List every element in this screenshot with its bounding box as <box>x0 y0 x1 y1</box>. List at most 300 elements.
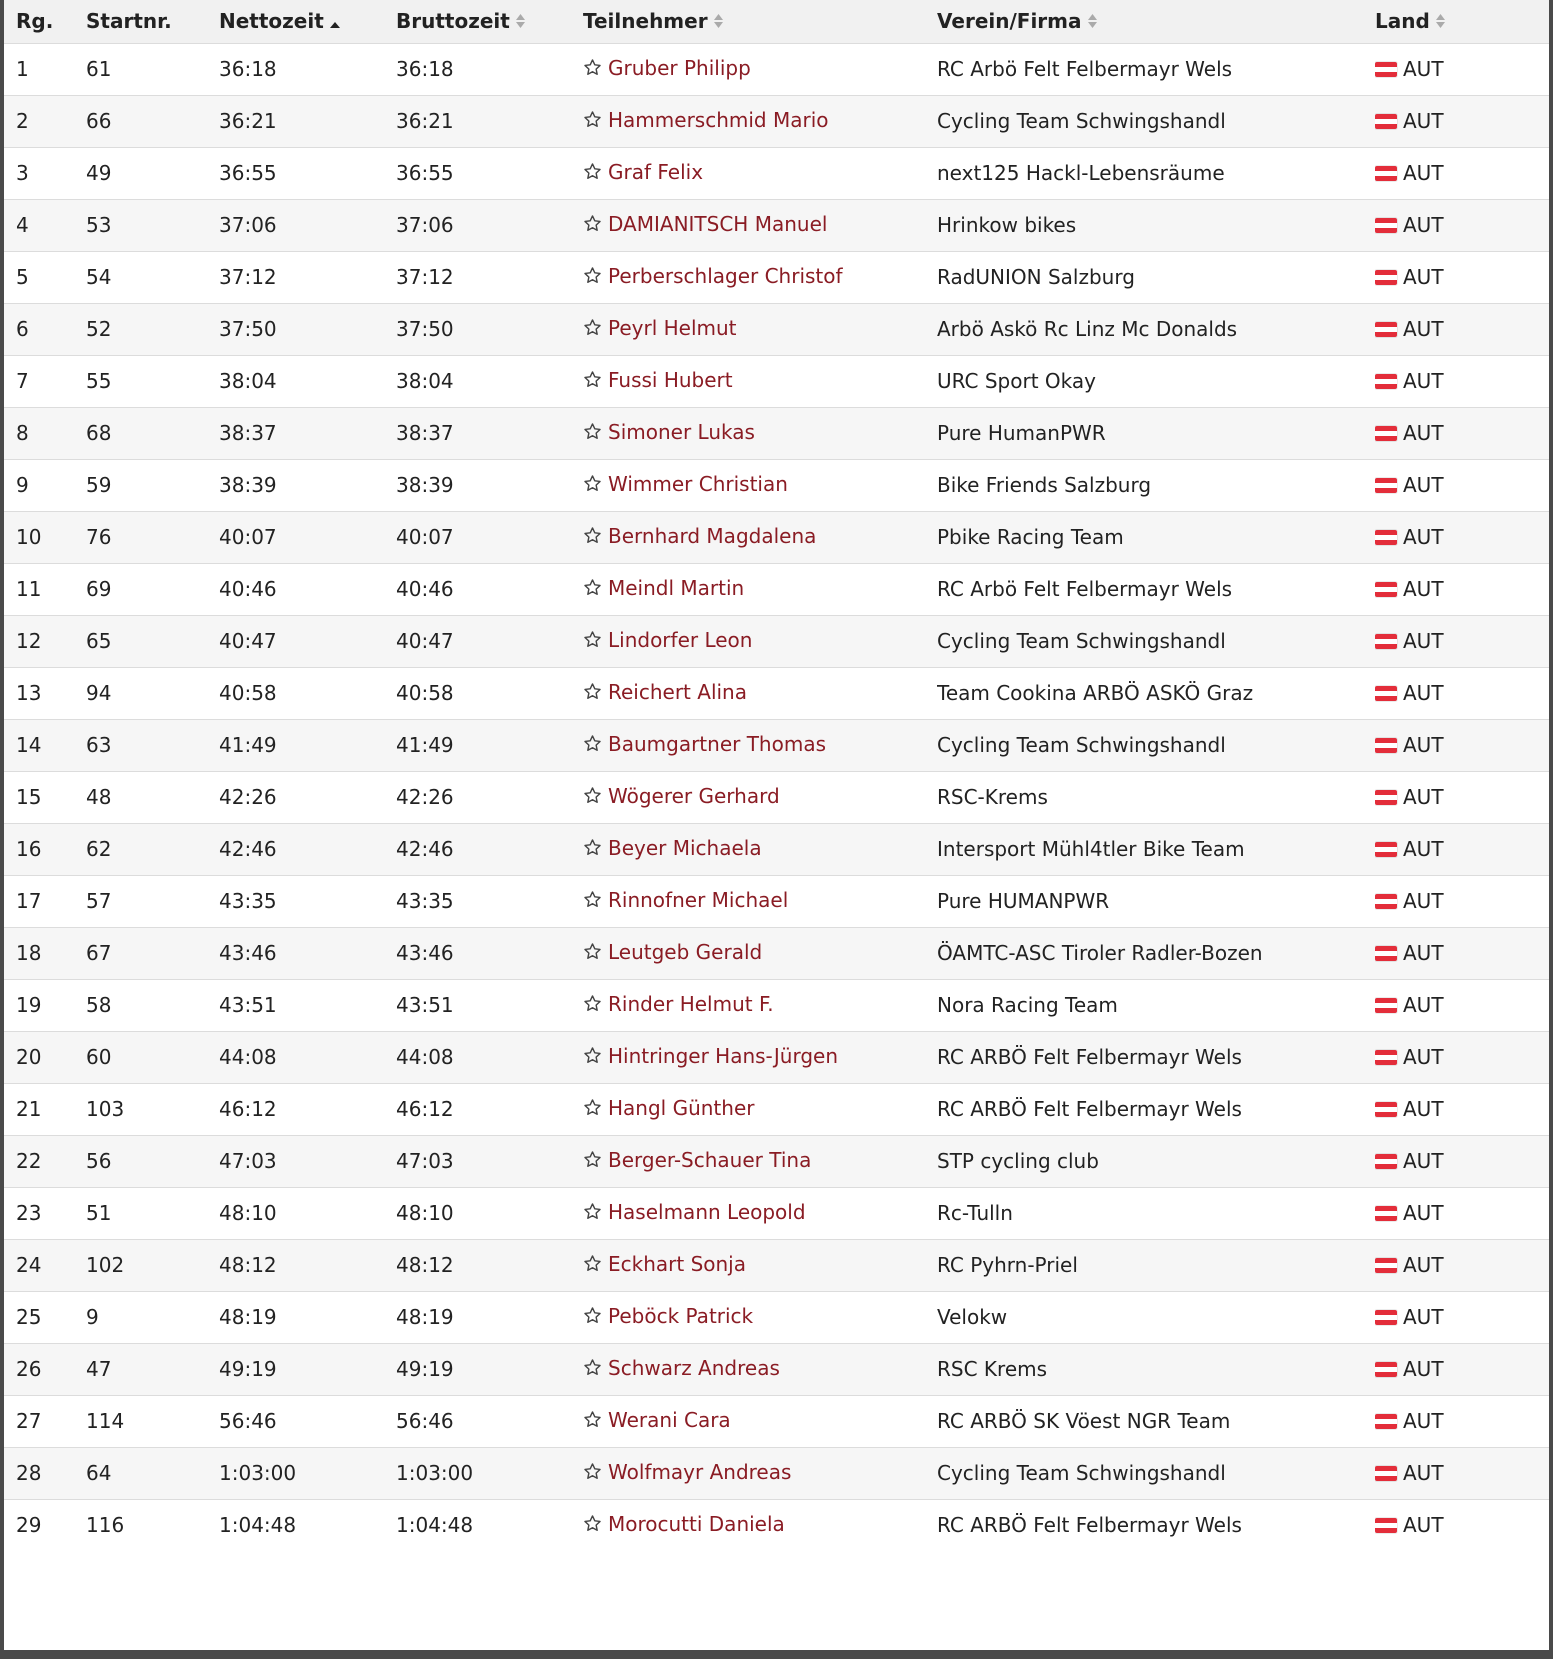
participant-link[interactable]: Fussi Hubert <box>608 368 733 392</box>
rank-cell: 29 <box>16 1513 42 1538</box>
country-cell <box>1375 823 1549 875</box>
bruttozeit-cell: 38:04 <box>396 369 454 393</box>
participant-cell <box>583 303 937 355</box>
club-cell: Cycling Team Schwingshandl <box>937 629 1226 653</box>
country-code: AUT <box>1403 473 1444 497</box>
austria-flag-icon <box>1375 1154 1397 1169</box>
bruttozeit-cell: 38:39 <box>396 473 454 497</box>
participant-link[interactable]: Hintringer Hans-Jürgen <box>608 1044 838 1068</box>
sort-icon <box>1087 10 1098 34</box>
country-cell <box>1375 1135 1549 1187</box>
star-icon[interactable] <box>583 786 602 810</box>
star-icon[interactable] <box>583 422 602 446</box>
participant-cell <box>583 1343 937 1395</box>
star-icon[interactable] <box>583 370 602 394</box>
country-code: AUT <box>1403 369 1444 393</box>
rank-cell: 18 <box>16 941 42 965</box>
participant-cell <box>583 823 937 875</box>
country-code: AUT <box>1403 1201 1444 1225</box>
country-code: AUT <box>1403 1149 1444 1173</box>
participant-link[interactable]: Werani Cara <box>608 1408 731 1432</box>
participant-link[interactable]: Wögerer Gerhard <box>608 784 780 808</box>
club-cell: Cycling Team Schwingshandl <box>937 1461 1226 1485</box>
results-table <box>4 0 1549 1551</box>
bruttozeit-cell: 49:19 <box>396 1357 454 1381</box>
table-row <box>4 719 1549 771</box>
startnr-cell: 66 <box>86 109 112 133</box>
nettozeit-cell: 41:49 <box>219 733 277 757</box>
austria-flag-icon <box>1375 790 1397 805</box>
startnr-cell: 103 <box>86 1097 125 1121</box>
table-row <box>4 1291 1549 1343</box>
rank-cell: 6 <box>16 317 29 341</box>
club-cell: Pure HumanPWR <box>937 421 1106 445</box>
participant-link[interactable]: Hangl Günther <box>608 1096 755 1120</box>
bruttozeit-cell: 43:46 <box>396 941 454 965</box>
country-code: AUT <box>1403 317 1444 341</box>
startnr-cell: 69 <box>86 577 112 601</box>
country-code: AUT <box>1403 1461 1444 1485</box>
rank-cell: 3 <box>16 161 29 185</box>
bruttozeit-cell: 42:26 <box>396 785 454 809</box>
participant-cell <box>583 459 937 511</box>
sort-icon <box>515 10 526 34</box>
star-icon[interactable] <box>583 1202 602 1226</box>
rank-cell: 11 <box>16 577 42 601</box>
results-body <box>4 43 1549 1551</box>
nettozeit-cell: 1:04:48 <box>219 1513 297 1538</box>
club-cell: RSC Krems <box>937 1357 1048 1381</box>
bruttozeit-cell: 38:37 <box>396 421 454 445</box>
table-row <box>4 1187 1549 1239</box>
nettozeit-cell: 40:47 <box>219 629 277 653</box>
startnr-cell: 64 <box>86 1461 112 1485</box>
country-code: AUT <box>1403 57 1444 81</box>
participant-link[interactable]: Rinder Helmut F. <box>608 992 774 1016</box>
table-row <box>4 875 1549 927</box>
country-cell <box>1375 1499 1549 1551</box>
star-icon[interactable] <box>583 630 602 654</box>
nettozeit-cell: 1:03:00 <box>219 1461 297 1485</box>
country-cell <box>1375 615 1549 667</box>
star-icon[interactable] <box>583 838 602 862</box>
country-code: AUT <box>1403 525 1444 549</box>
club-cell: Pure HUMANPWR <box>937 889 1110 913</box>
participant-link[interactable]: Beyer Michaela <box>608 836 762 860</box>
austria-flag-icon <box>1375 62 1397 77</box>
table-row <box>4 667 1549 719</box>
club-cell: URC Sport Okay <box>937 369 1096 393</box>
participant-link[interactable]: Rinnofner Michael <box>608 888 789 912</box>
star-icon[interactable] <box>583 734 602 758</box>
country-cell <box>1375 95 1549 147</box>
star-icon[interactable] <box>583 58 602 82</box>
club-cell: RSC-Krems <box>937 785 1048 809</box>
nettozeit-cell: 36:21 <box>219 109 277 133</box>
participant-link[interactable]: Haselmann Leopold <box>608 1200 806 1224</box>
rank-cell: 24 <box>16 1253 42 1277</box>
austria-flag-icon <box>1375 530 1397 545</box>
country-code: AUT <box>1403 993 1444 1017</box>
country-code: AUT <box>1403 629 1444 653</box>
nettozeit-cell: 36:18 <box>219 57 277 81</box>
bruttozeit-cell: 43:51 <box>396 993 454 1017</box>
bruttozeit-cell: 48:19 <box>396 1305 454 1329</box>
country-code: AUT <box>1403 941 1444 965</box>
startnr-cell: 52 <box>86 317 112 341</box>
nettozeit-cell: 40:46 <box>219 577 277 601</box>
startnr-cell: 102 <box>86 1253 125 1277</box>
country-cell <box>1375 875 1549 927</box>
participant-link[interactable]: Simoner Lukas <box>608 420 755 444</box>
table-row <box>4 979 1549 1031</box>
startnr-cell: 48 <box>86 785 112 809</box>
participant-cell <box>583 147 937 199</box>
club-cell: Team Cookina ARBÖ ASKÖ Graz <box>937 681 1254 705</box>
country-cell <box>1375 667 1549 719</box>
rank-cell: 2 <box>16 109 29 133</box>
table-row <box>4 511 1549 563</box>
country-code: AUT <box>1403 1409 1444 1433</box>
startnr-cell: 61 <box>86 57 112 81</box>
startnr-cell: 116 <box>86 1513 125 1538</box>
star-icon[interactable] <box>583 682 602 706</box>
country-cell <box>1375 1239 1549 1291</box>
table-row <box>4 355 1549 407</box>
club-cell: Arbö Askö Rc Linz Mc Donalds <box>937 317 1238 341</box>
header-verein[interactable]: Verein/Firma <box>937 0 1375 43</box>
rank-cell: 15 <box>16 785 42 809</box>
startnr-cell: 57 <box>86 889 112 913</box>
bruttozeit-cell: 42:46 <box>396 837 454 861</box>
rank-cell: 1 <box>16 57 29 81</box>
participant-link[interactable]: Schwarz Andreas <box>608 1356 780 1380</box>
startnr-cell: 94 <box>86 681 112 705</box>
austria-flag-icon <box>1375 1258 1397 1273</box>
header-teilnehmer[interactable]: Teilnehmer <box>583 0 937 43</box>
participant-link[interactable]: Lindorfer Leon <box>608 628 753 652</box>
country-cell <box>1375 1291 1549 1343</box>
bruttozeit-cell: 47:03 <box>396 1149 454 1173</box>
country-code: AUT <box>1403 1045 1444 1069</box>
club-cell: Cycling Team Schwingshandl <box>937 109 1226 133</box>
participant-link[interactable]: Reichert Alina <box>608 680 747 704</box>
country-cell <box>1375 1187 1549 1239</box>
nettozeit-cell: 43:46 <box>219 941 277 965</box>
header-land[interactable]: Land <box>1375 0 1549 43</box>
country-cell <box>1375 1395 1549 1447</box>
bruttozeit-cell: 40:46 <box>396 577 454 601</box>
bruttozeit-cell: 48:10 <box>396 1201 454 1225</box>
star-icon[interactable] <box>583 266 602 290</box>
nettozeit-cell: 37:06 <box>219 213 277 237</box>
participant-link[interactable]: Wimmer Christian <box>608 472 788 496</box>
star-icon[interactable] <box>583 1098 602 1122</box>
austria-flag-icon <box>1375 426 1397 441</box>
nettozeit-cell: 44:08 <box>219 1045 277 1069</box>
austria-flag-icon <box>1375 894 1397 909</box>
bruttozeit-cell: 36:18 <box>396 57 454 81</box>
austria-flag-icon <box>1375 114 1397 129</box>
participant-cell <box>583 875 937 927</box>
austria-flag-icon <box>1375 166 1397 181</box>
club-cell: RC Arbö Felt Felbermayr Wels <box>937 577 1233 601</box>
star-icon[interactable] <box>583 1306 602 1330</box>
club-cell: RC ARBÖ Felt Felbermayr Wels <box>937 1097 1242 1121</box>
table-row <box>4 563 1549 615</box>
austria-flag-icon <box>1375 1050 1397 1065</box>
rank-cell: 28 <box>16 1461 42 1485</box>
austria-flag-icon <box>1375 1310 1397 1325</box>
startnr-cell: 62 <box>86 837 112 861</box>
star-icon[interactable] <box>583 1358 602 1382</box>
country-code: AUT <box>1403 837 1444 861</box>
startnr-cell: 51 <box>86 1201 112 1225</box>
table-row <box>4 615 1549 667</box>
austria-flag-icon <box>1375 1206 1397 1221</box>
startnr-cell: 53 <box>86 213 112 237</box>
participant-link[interactable]: Morocutti Daniela <box>608 1512 785 1537</box>
star-icon[interactable] <box>583 526 602 550</box>
nettozeit-cell: 56:46 <box>219 1409 277 1433</box>
club-cell: RC Arbö Felt Felbermayr Wels <box>937 57 1233 81</box>
country-cell <box>1375 355 1549 407</box>
participant-cell <box>583 1239 937 1291</box>
header-bruttozeit[interactable]: Bruttozeit <box>396 0 583 43</box>
club-cell: Bike Friends Salzburg <box>937 473 1152 497</box>
star-icon[interactable] <box>583 890 602 914</box>
participant-cell <box>583 251 937 303</box>
participant-cell <box>583 1187 937 1239</box>
participant-cell <box>583 771 937 823</box>
rank-cell: 27 <box>16 1409 42 1433</box>
austria-flag-icon <box>1375 218 1397 233</box>
austria-flag-icon <box>1375 998 1397 1013</box>
club-cell: next125 Hackl-Lebensräume <box>937 161 1225 185</box>
table-row <box>4 303 1549 355</box>
participant-cell <box>583 407 937 459</box>
participant-link[interactable]: Graf Felix <box>608 160 704 184</box>
nettozeit-cell: 40:07 <box>219 525 277 549</box>
country-code: AUT <box>1403 213 1444 237</box>
startnr-cell: 56 <box>86 1149 112 1173</box>
startnr-cell: 49 <box>86 161 112 185</box>
table-row <box>4 1499 1549 1551</box>
startnr-cell: 55 <box>86 369 112 393</box>
club-cell: ÖAMTC-ASC Tiroler Radler-Bozen <box>937 941 1263 965</box>
country-cell <box>1375 927 1549 979</box>
bruttozeit-cell: 1:03:00 <box>396 1461 474 1485</box>
nettozeit-cell: 43:51 <box>219 993 277 1017</box>
club-cell: Pbike Racing Team <box>937 525 1124 549</box>
participant-cell <box>583 511 937 563</box>
participant-cell <box>583 1135 937 1187</box>
sort-ascending-icon <box>329 10 341 34</box>
club-cell: RC ARBÖ SK Vöest NGR Team <box>937 1409 1231 1433</box>
participant-cell <box>583 43 937 95</box>
star-icon[interactable] <box>583 994 602 1018</box>
participant-cell <box>583 667 937 719</box>
rank-cell: 4 <box>16 213 29 237</box>
nettozeit-cell: 38:04 <box>219 369 277 393</box>
startnr-cell: 9 <box>86 1305 99 1329</box>
rank-cell: 26 <box>16 1357 42 1381</box>
startnr-cell: 114 <box>86 1409 125 1433</box>
table-row <box>4 927 1549 979</box>
nettozeit-cell: 42:46 <box>219 837 277 861</box>
austria-flag-icon <box>1375 946 1397 961</box>
club-cell: Rc-Tulln <box>937 1201 1013 1225</box>
participant-link[interactable]: Gruber Philipp <box>608 56 751 80</box>
participant-link[interactable]: Perberschlager Christof <box>608 264 843 288</box>
country-code: AUT <box>1403 889 1444 913</box>
club-cell: RC ARBÖ Felt Felbermayr Wels <box>937 1045 1242 1069</box>
header-nettozeit[interactable]: Nettozeit <box>219 0 396 43</box>
startnr-cell: 76 <box>86 525 112 549</box>
table-row <box>4 1135 1549 1187</box>
star-icon[interactable] <box>583 318 602 342</box>
table-row <box>4 1083 1549 1135</box>
rank-cell: 13 <box>16 681 42 705</box>
country-cell <box>1375 147 1549 199</box>
rank-cell: 25 <box>16 1305 42 1329</box>
participant-link[interactable]: Peyrl Helmut <box>608 316 737 340</box>
participant-cell <box>583 1031 937 1083</box>
country-cell <box>1375 771 1549 823</box>
participant-link[interactable]: Baumgartner Thomas <box>608 732 826 756</box>
club-cell: Cycling Team Schwingshandl <box>937 733 1226 757</box>
country-cell <box>1375 199 1549 251</box>
country-code: AUT <box>1403 1305 1444 1329</box>
country-cell <box>1375 407 1549 459</box>
club-cell: Velokw <box>937 1305 1008 1329</box>
country-code: AUT <box>1403 1513 1444 1538</box>
startnr-cell: 58 <box>86 993 112 1017</box>
participant-link[interactable]: DAMIANITSCH Manuel <box>608 212 828 236</box>
star-icon[interactable] <box>583 942 602 966</box>
country-code: AUT <box>1403 785 1444 809</box>
rank-cell: 21 <box>16 1097 42 1121</box>
nettozeit-cell: 47:03 <box>219 1149 277 1173</box>
austria-flag-icon <box>1375 634 1397 649</box>
participant-cell <box>583 1499 937 1551</box>
participant-link[interactable]: Wolfmayr Andreas <box>608 1460 792 1484</box>
star-icon[interactable] <box>583 110 602 134</box>
country-code: AUT <box>1403 577 1444 601</box>
austria-flag-icon <box>1375 1466 1397 1481</box>
nettozeit-cell: 43:35 <box>219 889 277 913</box>
country-code: AUT <box>1403 265 1444 289</box>
bruttozeit-cell: 43:35 <box>396 889 454 913</box>
country-cell <box>1375 1031 1549 1083</box>
nettozeit-cell: 37:50 <box>219 317 277 341</box>
table-row <box>4 1447 1549 1499</box>
country-code: AUT <box>1403 161 1444 185</box>
nettozeit-cell: 36:55 <box>219 161 277 185</box>
participant-cell <box>583 563 937 615</box>
table-row <box>4 147 1549 199</box>
austria-flag-icon <box>1375 582 1397 597</box>
nettozeit-cell: 40:58 <box>219 681 277 705</box>
participant-cell <box>583 199 937 251</box>
nettozeit-cell: 48:10 <box>219 1201 277 1225</box>
bruttozeit-cell: 44:08 <box>396 1045 454 1069</box>
austria-flag-icon <box>1375 1518 1397 1533</box>
bruttozeit-cell: 37:50 <box>396 317 454 341</box>
country-cell <box>1375 511 1549 563</box>
club-cell: STP cycling club <box>937 1149 1099 1173</box>
participant-link[interactable]: Hammerschmid Mario <box>608 108 829 132</box>
header-startnr: Startnr. <box>86 9 172 34</box>
participant-cell <box>583 1083 937 1135</box>
country-cell <box>1375 563 1549 615</box>
startnr-cell: 47 <box>86 1357 112 1381</box>
rank-cell: 8 <box>16 421 29 445</box>
country-cell <box>1375 43 1549 95</box>
bruttozeit-cell: 46:12 <box>396 1097 454 1121</box>
participant-cell <box>583 95 937 147</box>
star-icon[interactable] <box>583 1514 602 1538</box>
startnr-cell: 59 <box>86 473 112 497</box>
nettozeit-cell: 48:19 <box>219 1305 277 1329</box>
club-cell: Nora Racing Team <box>937 993 1118 1017</box>
participant-link[interactable]: Berger-Schauer Tina <box>608 1148 812 1172</box>
austria-flag-icon <box>1375 322 1397 337</box>
austria-flag-icon <box>1375 374 1397 389</box>
participant-cell <box>583 1447 937 1499</box>
nettozeit-cell: 49:19 <box>219 1357 277 1381</box>
bruttozeit-cell: 36:21 <box>396 109 454 133</box>
rank-cell: 23 <box>16 1201 42 1225</box>
star-icon[interactable] <box>583 1254 602 1278</box>
participant-cell <box>583 719 937 771</box>
rank-cell: 16 <box>16 837 42 861</box>
nettozeit-cell: 38:37 <box>219 421 277 445</box>
austria-flag-icon <box>1375 1362 1397 1377</box>
star-icon[interactable] <box>583 1462 602 1486</box>
rank-cell: 9 <box>16 473 29 497</box>
country-code: AUT <box>1403 1097 1444 1121</box>
bruttozeit-cell: 40:47 <box>396 629 454 653</box>
table-row <box>4 251 1549 303</box>
star-icon[interactable] <box>583 162 602 186</box>
country-code: AUT <box>1403 733 1444 757</box>
table-row <box>4 199 1549 251</box>
participant-link[interactable]: Leutgeb Gerald <box>608 940 763 964</box>
star-icon[interactable] <box>583 474 602 498</box>
participant-link[interactable]: Bernhard Magdalena <box>608 524 817 548</box>
participant-link[interactable]: Eckhart Sonja <box>608 1252 746 1276</box>
rank-cell: 22 <box>16 1149 42 1173</box>
star-icon[interactable] <box>583 1046 602 1070</box>
participant-link[interactable]: Peböck Patrick <box>608 1304 754 1328</box>
startnr-cell: 67 <box>86 941 112 965</box>
star-icon[interactable] <box>583 214 602 238</box>
country-cell <box>1375 251 1549 303</box>
nettozeit-cell: 46:12 <box>219 1097 277 1121</box>
participant-link[interactable]: Meindl Martin <box>608 576 745 600</box>
participant-cell <box>583 615 937 667</box>
star-icon[interactable] <box>583 578 602 602</box>
bruttozeit-cell: 56:46 <box>396 1409 454 1433</box>
star-icon[interactable] <box>583 1410 602 1434</box>
bruttozeit-cell: 48:12 <box>396 1253 454 1277</box>
table-row <box>4 407 1549 459</box>
table-row <box>4 1031 1549 1083</box>
nettozeit-cell: 37:12 <box>219 265 277 289</box>
star-icon[interactable] <box>583 1150 602 1174</box>
club-cell: RC Pyhrn-Priel <box>937 1253 1078 1277</box>
